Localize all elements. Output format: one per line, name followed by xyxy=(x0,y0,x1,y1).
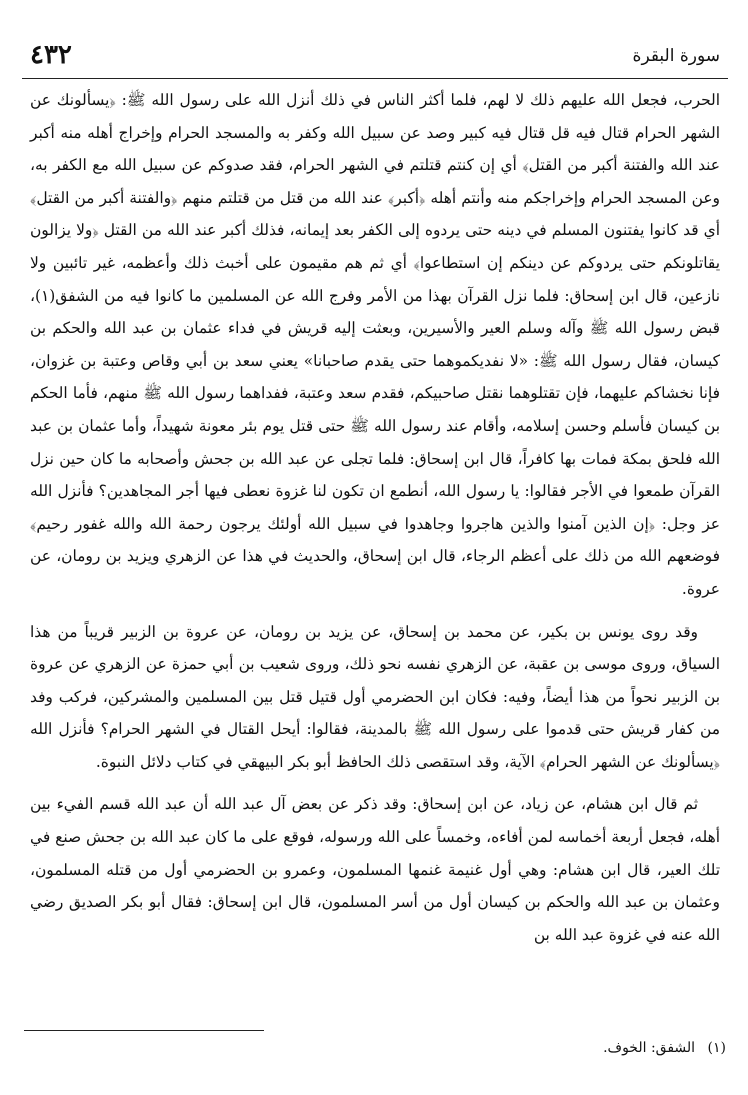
surah-title: سورة البقرة xyxy=(632,46,720,66)
main-text xyxy=(30,84,720,961)
footnote-text: الشفق: الخوف. xyxy=(603,1040,696,1056)
footnote-divider xyxy=(24,1030,264,1031)
paragraph-3: ثم قال ابن هشام، عن زياد، عن ابن إسحاق: وقد ذكر عن بعض آل عبد الله أن عبد الله قسم الفيء بين أهله، فجعل أربعة أخماسه لمن أفاءه، وخمساً على الله ورسوله، فوقع على ما كان عبد الله بن جحش صنع في تلك العير، قال ابن هشام: وهي أول غنيمة غنمها المسلمون، وعمرو بن الحضرمي أول من قتله المسلمون، وعثمان بن عبد الله والحكم بن كيسان أول من أسر المسلمون، قال ابن إسحاق: فقال أبو بكر الصديق رضي الله عنه في غزوة عبد الله بن xyxy=(30,795,720,944)
paragraph-1: الحرب، فجعل الله عليهم ذلك لا لهم، فلما أكثر الناس في ذلك أنزل الله على رسول الله ﷺ: ﴿يسألونك عن الشهر الحرام قتال فيه قل قتال فيه كبير وصد عن سبيل الله وكفر به والمسجد الحرام وإخراج أهله منه أكبر عند الله والفتنة أكبر من القتل﴾ أي إن كنتم قتلتم في الشهر الحرام، فقد صدوكم عن سبيل الله مع الكفر به، وعن المسجد الحرام وإخراجكم منه وأنتم أهله ﴿أكبر﴾ عند الله من قتل من قتلتم منهم ﴿والفتنة أكبر من القتل﴾ أي قد كانوا يفتنون المسلم في دينه حتى يردوه إلى الكفر بعد إيمانه، فذلك أكبر عند الله من القتل ﴿ولا يزالون يقاتلونكم حتى يردوكم عن دينكم إن استطاعوا﴾ أي ثم هم مقيمون على أخبث ذلك وأعظمه، غير تائبين ولا نازعين، قال ابن إسحاق: فلما نزل القرآن بهذا من الأمر وفرج الله عن المسلمين ما كانوا فيه من الشفق(١)، قبض رسول الله ﷺ وآله وسلم العير والأسيرين، وبعثت إليه قريش في فداء عثمان بن عبد الله والحكم بن كيسان، فقال رسول الله ﷺ: «لا نفديكموهما حتى يقدم صاحبانا» يعني سعد بن أبي وقاص وعتبة بن غزوان، فإنا نخشاكم عليهما، فإن تقتلوهما نقتل صاحبيكم، فقدم سعد وعتبة، ففداهما رسول الله ﷺ منهم، فأما الحكم بن كيسان فأسلم وحسن إسلامه، وأقام عند رسول الله ﷺ حتى قتل يوم بئر معونة شهيداً، وأما عثمان بن عبد الله فلحق بمكة فمات بها كافراً، قال ابن إسحاق: فلما تجلى عن عبد الله بن جحش وأصحابه ما كان حين نزل القرآن طمعوا في الأجر فقالوا: يا رسول الله، أنطمع ان تكون لنا غزوة نعطى فيها أجر المجاهدين؟ فأنزل الله عز وجل: ﴿إن الذين آمنوا والذين هاجروا وجاهدوا في سبيل الله أولئك يرجون رحمة الله والله غفور رحيم﴾ فوضعهم الله من ذلك على أعظم الرجاء، قال ابن إسحاق، والحديث في هذا عن الزهري ويزيد بن رومان، عن عروة. xyxy=(30,91,720,598)
paragraph-2: وقد روى يونس بن بكير، عن محمد بن إسحاق، عن يزيد بن رومان، عن عروة بن الزبير قريباً من هذا السياق، وروى موسى بن عقبة، عن الزهري نفسه نحو ذلك، وروى شعيب بن أبي حمزة عن الزهري عن عروة بن الزبير نحواً من هذا أيضاً، وفيه: فكان ابن الحضرمي أول قتيل قتل بين المسلمين والمشركين، فركب وفد من كفار قريش حتى قدموا على رسول الله ﷺ بالمدينة، فقالوا: أيحل القتال في الشهر الحرام؟ فأنزل الله ﴿يسألونك عن الشهر الحرام﴾ الآية، وقد استقصى ذلك الحافظ أبو بكر البيهقي في كتاب دلائل النبوة. xyxy=(30,622,720,771)
footnote-marker: (١) xyxy=(707,1040,726,1056)
page-number: ٤٣٢ xyxy=(30,40,72,70)
page-header xyxy=(22,38,728,79)
footnote xyxy=(603,1040,726,1056)
book-page xyxy=(22,38,728,1088)
